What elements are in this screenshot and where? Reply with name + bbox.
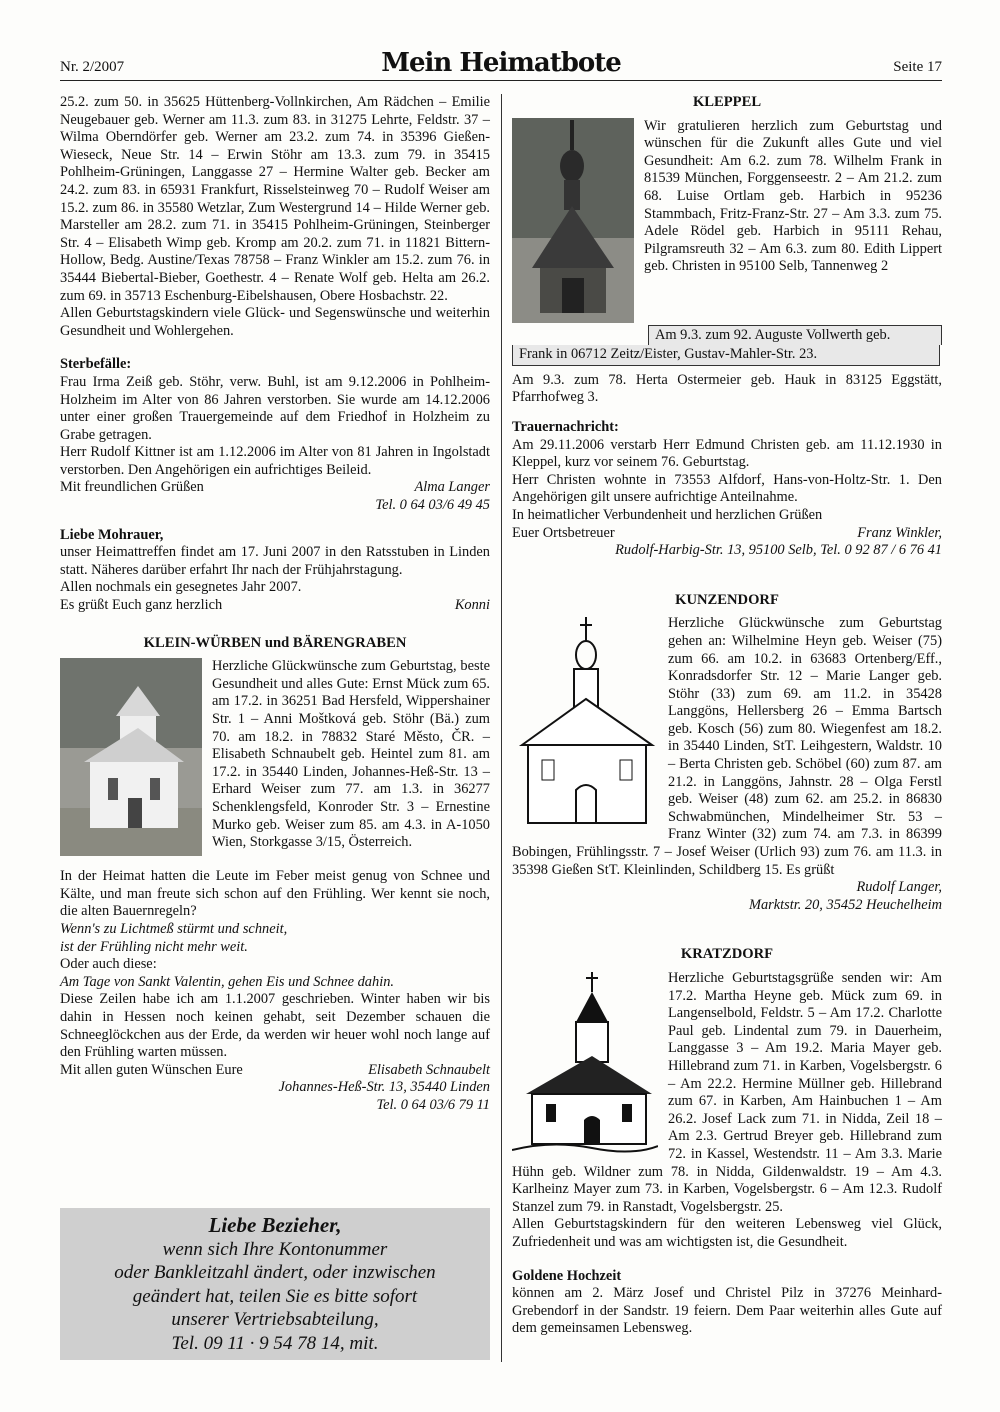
masthead: Mein Heimatbote bbox=[381, 48, 621, 78]
signature-alma: Alma Langer bbox=[414, 479, 490, 496]
obituary-heading: Trauernachricht: bbox=[512, 418, 619, 435]
signature-schnaubelt: Elisabeth Schnaubelt bbox=[368, 1061, 490, 1078]
or-these: Oder auch diese: bbox=[60, 956, 157, 973]
death-notice-1: Frau Irma Zeiß geb. Stöhr, verw. Buhl, ist am 9.12.2006 in Pohlheim-Holzheim im Alter von 86 Jahren verstorben. Sie wurde am 14.12.2006 unter einer großen Trauergemeinde auf dem Friedhof in Holzheim zu Grabe getragen. bbox=[60, 373, 490, 443]
obituary-2: Herr Christen wohnte in 73553 Alfdorf, Hans-von-Holtz-Str. 1. Den Angehörigen gilt unsere aufrichtige Anteilnahme. bbox=[512, 471, 942, 506]
written-note: Diese Zeilen habe ich am 1.1.2007 geschrieben. Winter haben wir bis dahin in Hessen noch keinen gehabt, seit Dezember schauen die Schneeglöckchen aus der Erde, da werden wir heuer wohl noch lange auf den Frühling warten müssen. bbox=[60, 991, 490, 1061]
kleppel-extra: Am 9.3. zum 78. Herta Ostermeier geb. Hauk in 83125 Eggstätt, Pfarrhofweg 3. bbox=[512, 371, 942, 406]
notice-line-2: wenn sich Ihre Kontonummer bbox=[162, 1238, 388, 1260]
signature-winkler: Franz Winkler, bbox=[857, 524, 942, 541]
mohrau-heading: Liebe Mohrauer, bbox=[60, 526, 164, 543]
phone-alma: Tel. 0 64 03/6 49 45 bbox=[375, 497, 490, 514]
left-column bbox=[60, 94, 490, 1115]
golden-wedding-heading: Goldene Hochzeit bbox=[512, 1267, 622, 1284]
local-contact: Euer Ortsbetreuer bbox=[512, 524, 615, 541]
mohrau-meeting: unser Heimattreffen findet am 17. Juni 2007 in den Ratsstuben in Linden statt. Näheres darüber erfahrt Ihr nach der Frühjahrstagung. bbox=[60, 544, 490, 578]
death-notice-2: Herr Rudolf Kittner ist am 1.12.2006 im Alter von 81 Jahren in Ingolstadt verstorben. Den Angehörigen ein aufrichtiges Beileid. bbox=[60, 444, 490, 478]
church-drawing-kunzendorf bbox=[512, 615, 658, 831]
mohrau-greeting: Es grüßt Euch ganz herzlich bbox=[60, 597, 223, 614]
obituary-1: Am 29.11.2006 verstarb Herr Edmund Christen geb. am 11.12.1930 in Kleppel, kurz vor seinem 76. Geburtstag. bbox=[512, 436, 942, 471]
kleppel-title: KLEPPEL bbox=[692, 94, 762, 110]
page-header bbox=[60, 40, 942, 81]
klein-wuerben-greetings: Herzliche Glückwünsche zum Geburtstag, beste Gesundheit und alles Gute: Ernst Mück zum 65. am 17.2. in 36251 Bad Hersfeld, Wippershainer Str. 1 – Anni Moštková geb. Stöhr (Bä.) zum 70. am 18.2. in 78832 Staré Město, ČR. – Elisabeth Schnaubelt geb. Heintel zum 81. am 17.2. in 35440 Linden, Johannes-Heß-Str. 13 – Erhard Weiser zum 77. am 1.3. in 36277 Schenklengsfeld, Konroder Str. 3 – Ernestine Murko geb. Weiser zum 85. am 4.3. in A-1050 Wien, Storkgasse 3/15, Österreich. bbox=[212, 658, 490, 851]
kratzdorf-greetings: Herzliche Geburtstagsgrüße senden wir: Am 17.2. Martha Heyne geb. Mück zum 69. in Langenselbold, Feldstr. 5 – Am 17.2. Charlotte Paul geb. Lindental zum 79. in Dauerheim, Langgasse 3 – Am 19.2. Maria Mayer geb. Hillebrand zum 71. in Karben, Vogelsbergstr. 6 – Am 22.2. Hermine Müllner geb. Hillebrand zum 67. in Karben, Am Hainbuchen 1 – Am 26.2. Josef Lack zum 71. in Nidda, Zeil 18 – Am 2.3. Gertrud Breyer geb. Hillebrand zum 72. in Kassel, Westendstr. 11 – Am 3.3. Marie Hühn geb. Wildner zum 78. in Nidda, Gildenwaldstr. 19 – Am 4.3. Karlheinz Mayer zum 73. in Karben, Vogelsbergstr. 6 – Am 12.3. Rudolf Stanzel zum 79. in Ranstadt, Vogelsbergstr. 25. bbox=[512, 970, 942, 1215]
column-divider bbox=[501, 94, 502, 1362]
signature-konni: Konni bbox=[454, 597, 490, 614]
deaths-heading: Sterbefälle: bbox=[60, 356, 132, 373]
notice-line-5: unserer Vertriebsabteilung, bbox=[171, 1309, 379, 1331]
rule-line-1: Wenn's zu Lichtmeß stürmt und schneit, bbox=[60, 921, 288, 937]
kratzdorf-wishes: Allen Geburtstagskindern für den weiteren Lebensweg viel Glück, Zufriedenheit und was am wichtigsten ist, die Gesundheit. bbox=[512, 1216, 942, 1250]
rule-valentin: Am Tage von Sankt Valentin, gehen Eis und Schnee dahin. bbox=[60, 973, 394, 990]
kunzendorf-greetings: Herzliche Glückwünsche zum Geburtstag gehen an: Wilhelmine Heyn geb. Weiser (75) zum 66. am 10.2. in 63683 Ortenberg/Eff., Konradsdorfer Str. 12 – Marie Langer geb. Stöhr (33) zum 69. am 11.2. in 35428 Langgöns, Hellersberg 26 – Emma Bartsch geb. Kosch (56) zum 80. Wiegenfest am 18.2. in 35440 Linden, StT. Leihgestern, Waldstr. 10 – Berta Christen geb. Schöbel (60) zum 87. am 21.2. in Langgöns, Jahnstr. 28 – Olga Ferstl geb. Weiser (48) zum 62. am 25.2. in 86830 Schwabmünchen, Mindelheimer Str. 53 – Franz Winter (32) zum 74. am 7.3. in 86399 Bobingen, Frühlingsstr. 7 – Josef Weiser (Urlich 93) zum 76. am 11.3. in 35398 Gießen StT. Kleinlinden, Schildberg 15. Es grüßt bbox=[512, 615, 942, 878]
notice-line-1: Liebe Bezieher, bbox=[208, 1213, 342, 1237]
greeting: Mit freundlichen Grüßen bbox=[60, 479, 204, 496]
golden-wedding-text: können am 2. März Josef und Christel Pilz in 37276 Meinhard-Grebendorf in der Sandstr. 19 feiern. Dem Paar weiterhin alles Gute auf dem gemeinsamen Lebensweg. bbox=[512, 1285, 942, 1337]
kratzdorf-title: KRATZDORF bbox=[680, 946, 774, 963]
notice-line-4: geändert hat, teilen Sie es bitte sofort bbox=[132, 1285, 418, 1307]
kunzendorf-title: KUNZENDORF bbox=[675, 591, 779, 608]
highlight-line-1: Am 9.3. zum 92. Auguste Vollwerth geb. bbox=[648, 325, 942, 346]
chapel-photo bbox=[60, 658, 202, 856]
church-drawing-kratzdorf bbox=[512, 970, 658, 1156]
highlight-line-2: Frank in 06712 Zeitz/Eister, Gustav-Mahler-Str. 23. bbox=[512, 345, 940, 366]
page-number: Seite 17 bbox=[893, 59, 942, 75]
mohrau-newyear: Allen nochmals ein gesegnetes Jahr 2007. bbox=[60, 579, 302, 596]
issue-number: Nr. 2/2007 bbox=[60, 59, 125, 75]
notice-line-6: Tel. 09 11 · 9 54 78 14, mit. bbox=[171, 1332, 379, 1354]
kleppel-greetings: Wir gratulieren herzlich zum Geburtstag und wünschen für die Zukunft alles Gute und viel Gesundheit: Am 6.2. zum 78. Wilhelm Frank in 81539 München, Forggenseestr. 2 – Am 21.2. zum 68. Luise Ortlam geb. Harbich in 95236 Stammbach, Fritz-Franz-Str. 27 – Am 3.3. zum 75. Adele Rödel geb. Harbich in 95111 Rehau, Pilgramsreuth 32 – Am 6.3. zum 80. Edith Lippert geb. Christen in 95100 Selb, Tannenweg 2 bbox=[644, 117, 942, 275]
bell-tower-photo bbox=[512, 118, 634, 323]
klein-wuerben-title: KLEIN-WÜRBEN und BÄRENGRABEN bbox=[143, 634, 407, 651]
birthday-wishes: Allen Geburtstagskindern viele Glück- und Segenswünsche und weiterhin Gesundheit und Wohlergehen. bbox=[60, 305, 490, 339]
phone-schnaubelt: Tel. 0 64 03/6 79 11 bbox=[376, 1096, 490, 1113]
spring-story: In der Heimat hatten die Leute im Feber meist genug von Schnee und Kälte, und man freute sich schon auf den Frühling. Wer kennt sie noch, die alten Bauernregeln? bbox=[60, 868, 490, 920]
address-schnaubelt: Johannes-Heß-Str. 13, 35440 Linden bbox=[278, 1079, 490, 1096]
notice-line-3: oder Bankleitzahl ändert, oder inzwischen bbox=[114, 1262, 436, 1284]
subscriber-notice bbox=[60, 1208, 490, 1360]
birthday-list-continued: 25.2. zum 50. in 35625 Hüttenberg-Vollnkirchen, Am Rädchen – Emilie Neugebauer geb. Werner am 11.3. zum 83. in 31275 Lehrte, Feldstr. 37 – Wilma Oberndörfer geb. Werner am 23.2. zum 74. in 35396 Gießen-Wieseck, Neue Str. 14 – Erwin Stöhr am 13.3. zum 79. in 35415 Pohlheim-Grüningen, Langgasse 27 – Hermine Walter geb. Becker am 24.2. zum 83. in 65931 Frankfurt, Risselsteinweg 70 – Rudolf Weiser am 15.2. zum 86. in 35580 Wetzlar, Zum Westergrund 14 – Hilde Werner geb. Marsteller am 28.2. zum 71. in 35415 Pohlheim-Grüningen, Steinberger Str. 4 – Elisabeth Wimp geb. Kromp am 20.2. zum 71. in 11821 Bittern-Hollow, Bedg. Austine/Texas 78758 – Franz Winkler am 15.2. zum 76. in 35444 Biebertal-Bieber, Goethestr. 4 – Renate Wolf geb. Helta am 26.2. zum 69. in 35713 Eschenburg-Eibelshausen, Obere Hosbachstr. 22. bbox=[60, 94, 490, 304]
address-winkler: Rudolf-Harbig-Str. 13, 95100 Selb, Tel. 0 92 87 / 6 76 41 bbox=[615, 542, 942, 559]
rule-line-2: ist der Frühling nicht mehr weit. bbox=[60, 938, 248, 955]
right-column bbox=[512, 94, 942, 1338]
best-wishes: Mit allen guten Wünschen Eure bbox=[60, 1061, 243, 1078]
address-langer: Marktstr. 20, 35452 Heuchelheim bbox=[748, 896, 942, 913]
obituary-3: In heimatlicher Verbundenheit und herzlichen Grüßen bbox=[512, 506, 823, 523]
signature-langer: Rudolf Langer, bbox=[856, 879, 942, 896]
